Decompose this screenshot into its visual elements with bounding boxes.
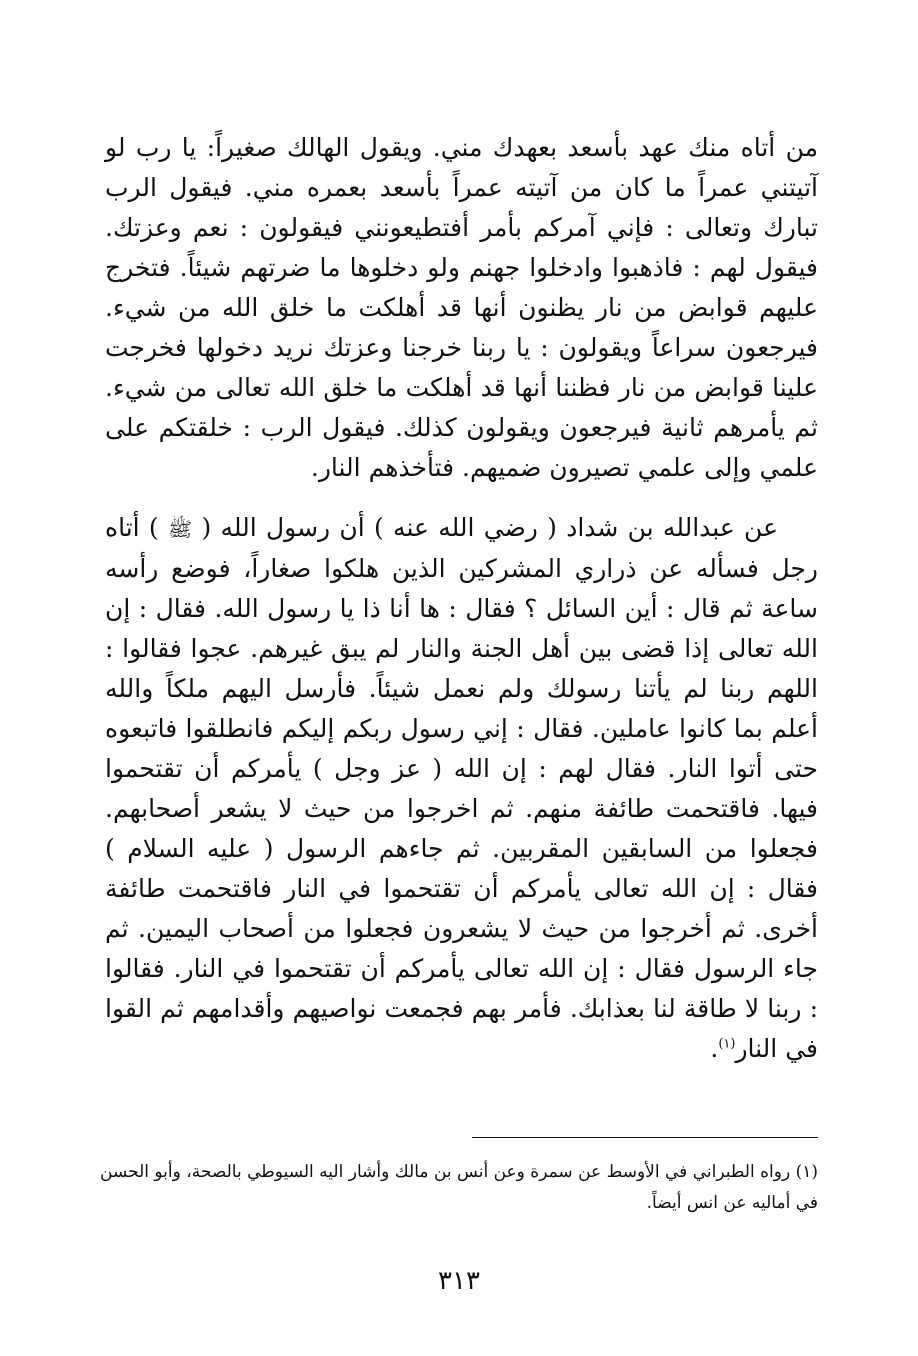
footnote-1: (١) رواه الطبراني في الأوسط عن سمرة وعن أنس بن مالك وأشار اليه السيوطي بالصحة، وأبو الحسن في أماليه عن انس أيضاً.	[100, 1162, 818, 1213]
page-number: ٣١٣	[438, 1266, 480, 1296]
paragraph-1: من أتاه منك عهد بأسعد بعهدك مني. ويقول الهالك صغيراً: يا رب لو آتيتني عمراً ما كان من آتيته عمراً بأسعد بعمره مني. فيقول الرب تبارك وتعالى : فإني آمركم بأمر أفتطيعونني فيقولون : نعم وعزتك. فيقول لهم : فاذهبوا وادخلوا جهنم ولو دخلوها ما ضرتهم شيئاً. فتخرج عليهم قوابض من نار يظنون أنها قد أهلكت ما خلق الله من شيء. فيرجعون سراعاً ويقولون : يا ربنا خرجنا وعزتك نريد دخولها فخرجت علينا قوابض من نار فظننا أنها قد أهلكت ما خلق الله تعالى من شيء. ثم يأمرهم ثانية فيرجعون ويقولون كذلك. فيقول الرب : خلقتكم على علمي وإلى علمي تصيرون ضميهم. فتأخذهم النار.	[105, 133, 818, 482]
paragraph-2-end: .	[710, 1034, 719, 1063]
paragraph-2-opening: عن عبدالله بن شداد ( رضي الله عنه ) أن رسول الله (	[201, 513, 778, 542]
paragraph-2-body: ) أتاه رجل فسأله عن ذراري المشركين الذين هلكوا صغاراً، فوضع رأسه ساعة ثم قال : أين السائل ؟ فقال : ها أنا ذا يا رسول الله. فقال : إن الله تعالى إذا قضى بين أهل الجنة والنار لم يبق غيرهم. عجوا فقالوا : اللهم ربنا لم يأتنا رسولك ولم نعمل شيئاً. فأرسل اليهم ملكاً والله أعلم بما كانوا عاملين. فقال : إني رسول ربكم إليكم فانطلقوا فاتبعوه حتى أتوا النار. فقال لهم : إن الله ( عز وجل ) يأمركم أن تقتحموا فيها. فاقتحمت طائفة منهم. ثم اخرجوا من حيث لا يشعر أصحابهم. فجعلوا من السابقين المقربين. ثم جاءهم الرسول ( عليه السلام ) فقال : إن الله تعالى يأمركم أن تقتحموا في النار فاقتحمت طائفة أخرى. ثم أخرجوا من حيث لا يشعرون فجعلوا من أصحاب اليمين. ثم جاء الرسول فقال : إن الله تعالى يأمركم أن تقتحموا في النار. فقالوا : ربنا لا طاقة لنا بعذابك. فأمر بهم فجمعت نواصيهم وأقدامهم ثم القوا في النار	[105, 513, 818, 1063]
footnotes	[100, 1157, 818, 1219]
main-text	[105, 128, 818, 1069]
footnote-separator	[472, 1137, 818, 1138]
paragraph-2	[105, 508, 818, 1069]
footnote-reference[interactable]: (١)	[718, 1036, 736, 1052]
salawat-glyph: ﷺ	[167, 517, 193, 541]
